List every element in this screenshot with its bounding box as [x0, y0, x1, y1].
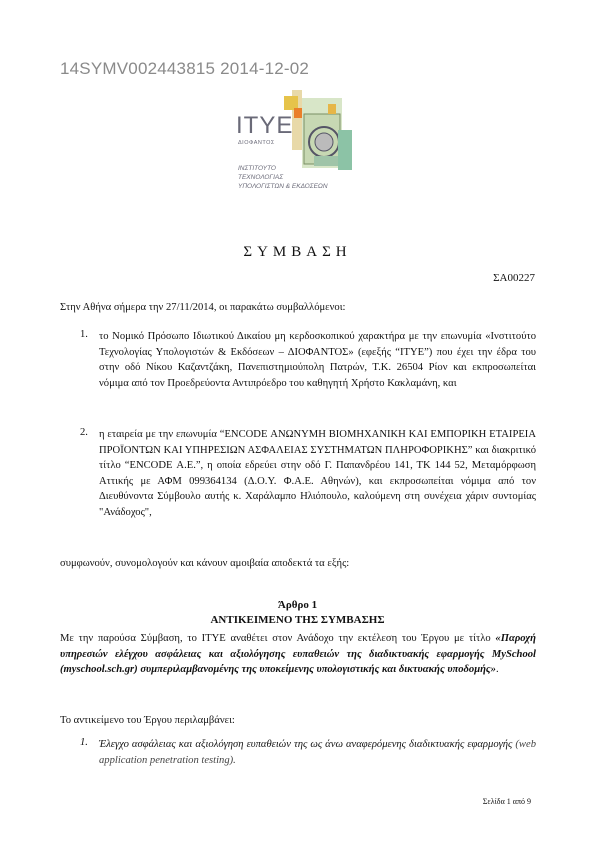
article-heading: ΑΝΤΙΚΕΙΜΕΝΟ ΤΗΣ ΣΥΜΒΑΣΗΣ: [210, 614, 385, 626]
logo-sub: ΔΙΟΦΑΝΤΟΣ: [238, 140, 275, 146]
logo-line-3: ΥΠΟΛΟΓΙΣΤΩΝ & ΕΚΔΟΣΕΩΝ: [238, 183, 328, 190]
agreement-text: συμφωνούν, συνομολογούν και κάνουν αμοιβαία αποδεκτά τα εξής:: [60, 558, 350, 569]
party-2-text: η εταιρεία με την επωνυμία “ENCODE ΑΝΩΝΥΜΗ ΒΙΟΜΗΧΑΝΙΚΗ ΚΑΙ ΕΜΠΟΡΙΚΗ ΕΤΑΙΡΕΙΑ ΠΡΟΪΟΝΤΩΝ ΚΑΙ ΥΠΗΡΕΣΙΩΝ ΑΣΦΑΛΕΙΑΣ ΣΥΣΤΗΜΑΤΩΝ ΠΛΗΡΟΦΟΡΙΚΗΣ” και διακριτικό τίτλο “ENCODE Α.Ε.”, η οποία εδρεύει στην οδό Γ. Παπανδρέου 141, ΤΚ 144 52, Μεταμόρφωση Αττικής με ΑΦΜ 099364134 (Δ.Ο.Υ. Φ.Α.Ε. Αθηνών), και εκπροσωπείται νόμιμα από τον Διευθύνοντα Σύμβουλο αυτής κ. Χαράλαμπο Ηλιόπουλο, καλούμενη στη συνέχεια χάριν συντομίας "Ανάδοχος",: [99, 429, 536, 518]
party-2-number: 2.: [80, 427, 88, 438]
article-body: [60, 631, 536, 678]
contract-reference: ΣΑ00227: [493, 272, 535, 284]
logo-line-2: ΤΕΧΝΟΛΟΓΙΑΣ: [238, 174, 284, 181]
itye-logo: [232, 90, 362, 200]
article-body-post: .: [495, 664, 499, 675]
article-body-pre: Με την παρούσα Σύμβαση, το ΙΤΥΕ αναθέτει στον Ανάδοχο την εκτέλεση του Έργου με τίτλο: [60, 633, 496, 644]
project-title: «Παροχή υπηρεσιών ελέγχου ασφάλειας και αξιολόγησης ευπαθειών της διαδικτυακής εφαρμογής MySchool (myschool.sch.gr) συμπεριλαμβανομένης της υποκείμενης υπολογιστικής και δικτυακής υποδομής»: [60, 633, 536, 675]
scope-item-1-text: Έλεγχο ασφάλειας και αξιολόγηση ευπαθειών της ως άνω αναφερόμενης διαδικτυακής εφαρμογής: [99, 739, 513, 750]
ada-code: 14SYMV002443815 2014-12-02: [60, 59, 310, 78]
party-1-number: 1.: [80, 329, 88, 340]
scope-intro: Το αντικείμενο του Έργου περιλαμβάνει:: [60, 715, 235, 726]
article-label: Άρθρο 1: [277, 599, 318, 611]
document-title: ΣΥΜΒΑΣΗ: [243, 244, 352, 260]
scope-item-1-note: (web application penetration testing).: [99, 739, 536, 766]
party-1-text: το Νομικό Πρόσωπο Ιδιωτικού Δικαίου μη κερδοσκοπικού χαρακτήρα με την επωνυμία «Ινστιτούτο Τεχνολογίας Υπολογιστών & Εκδόσεων – ΔΙΟΦΑΝΤΟΣ» (εφεξής “ΙΤΥΕ”) που έχει την έδρα του στην οδό Νίκου Καζαντζάκη, Πανεπιστημιούπολη Πατρών, Τ.Κ. 26504 Ρίον και εκπροσωπείται νόμιμα από τον Προεδρεύοντα Αντιπρόεδρο του καθηγητή Χρήστο Κακλαμάνη, και: [99, 331, 536, 389]
scope-item-1-number: 1.: [80, 737, 88, 748]
intro-text: Στην Αθήνα σήμερα την 27/11/2014, οι παρακάτω συμβαλλόμενοι:: [60, 302, 346, 313]
page-footer: Σελίδα 1 από 9: [482, 797, 531, 806]
logo-brand: ITYE: [236, 112, 294, 139]
logo-line-1: ΙΝΣΤΙΤΟΥΤΟ: [238, 165, 276, 172]
scope-item-1: [99, 737, 536, 768]
